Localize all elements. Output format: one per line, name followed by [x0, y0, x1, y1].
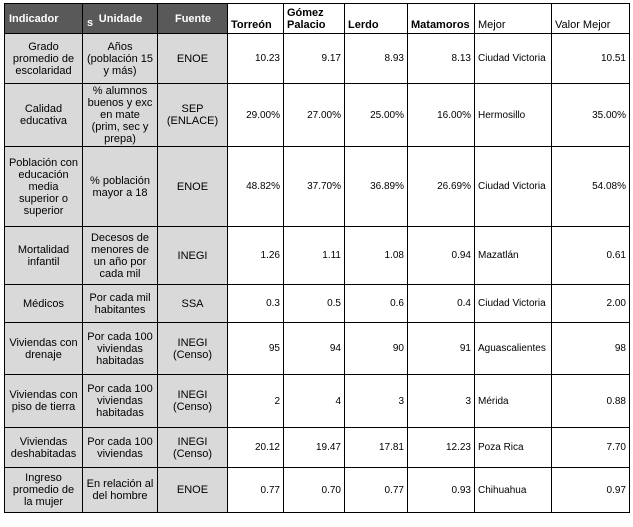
lerdo-cell: 36.89% [345, 147, 408, 227]
gomez-palacio-cell: 1.11 [284, 227, 345, 285]
indicador-cell: Viviendas deshabitadas [5, 428, 83, 468]
table-row [5, 147, 630, 227]
mejor-cell: Ciudad Victoria [475, 285, 552, 323]
fuente-cell: INEGI (Censo) [158, 375, 228, 428]
unidades-cell: % alumnos buenos y exc en mate (prim, sec y prepa) [83, 84, 158, 147]
lerdo-cell: 1.08 [345, 227, 408, 285]
fuente-cell: ENOE [158, 468, 228, 513]
fuente-cell: ENOE [158, 34, 228, 84]
gomez-palacio-cell: 19.47 [284, 428, 345, 468]
valor-mejor-cell: 2.00 [552, 285, 630, 323]
indicador-cell: Población con educación media superior o superior [5, 147, 83, 227]
gomez-palacio-cell: 0.5 [284, 285, 345, 323]
mejor-cell: Ciudad Victoria [475, 34, 552, 84]
table-row [5, 468, 630, 513]
mejor-cell: Ciudad Victoria [475, 147, 552, 227]
torreon-cell: 10.23 [228, 34, 284, 84]
table-row [5, 227, 630, 285]
unidades-cell: % población mayor a 18 [83, 147, 158, 227]
indicador-cell: Calidad educativa [5, 84, 83, 147]
valor-mejor-cell: 0.61 [552, 227, 630, 285]
matamoros-cell: 16.00% [408, 84, 475, 147]
unidades-cell: Por cada 100 viviendas habitadas [83, 323, 158, 375]
unidades-cell: Decesos de menores de un año por cada mil [83, 227, 158, 285]
fuente-cell: SEP (ENLACE) [158, 84, 228, 147]
table-row [5, 428, 630, 468]
header-matamoros: Matamoros [408, 4, 475, 34]
header-indicador: Indicador [5, 4, 83, 34]
matamoros-cell: 26.69% [408, 147, 475, 227]
mejor-cell: Mérida [475, 375, 552, 428]
lerdo-cell: 0.77 [345, 468, 408, 513]
mejor-cell: Chihuahua [475, 468, 552, 513]
valor-mejor-cell: 7.70 [552, 428, 630, 468]
gomez-palacio-cell: 37.70% [284, 147, 345, 227]
mejor-cell: Aguascalientes [475, 323, 552, 375]
indicador-cell: Mortalidad infantil [5, 227, 83, 285]
header-unidades-line1: Unidade [98, 12, 143, 25]
torreon-cell: 95 [228, 323, 284, 375]
matamoros-cell: 0.93 [408, 468, 475, 513]
matamoros-cell: 3 [408, 375, 475, 428]
header-lerdo: Lerdo [345, 4, 408, 34]
valor-mejor-cell: 54.08% [552, 147, 630, 227]
unidades-cell: Por cada 100 viviendas habitadas [83, 375, 158, 428]
torreon-cell: 48.82% [228, 147, 284, 227]
lerdo-cell: 25.00% [345, 84, 408, 147]
lerdo-cell: 90 [345, 323, 408, 375]
header-gomez-palacio: Gómez Palacio [284, 4, 345, 34]
gomez-palacio-cell: 0.70 [284, 468, 345, 513]
lerdo-cell: 17.81 [345, 428, 408, 468]
torreon-cell: 20.12 [228, 428, 284, 468]
indicators-table [4, 3, 630, 513]
mejor-cell: Hermosillo [475, 84, 552, 147]
mejor-cell: Poza Rica [475, 428, 552, 468]
table-row [5, 84, 630, 147]
fuente-cell: ENOE [158, 147, 228, 227]
header-row [5, 4, 630, 34]
gomez-palacio-cell: 27.00% [284, 84, 345, 147]
unidades-cell: Años (población 15 y más) [83, 34, 158, 84]
matamoros-cell: 12.23 [408, 428, 475, 468]
header-fuente: Fuente [158, 4, 228, 34]
matamoros-cell: 0.94 [408, 227, 475, 285]
lerdo-cell: 8.93 [345, 34, 408, 84]
valor-mejor-cell: 0.97 [552, 468, 630, 513]
header-unidades-line2: s [87, 17, 94, 29]
unidades-cell: Por cada mil habitantes [83, 285, 158, 323]
indicador-cell: Viviendas con piso de tierra [5, 375, 83, 428]
indicador-cell: Grado promedio de escolaridad [5, 34, 83, 84]
unidades-cell: Por cada 100 viviendas [83, 428, 158, 468]
header-mejor: Mejor [475, 4, 552, 34]
gomez-palacio-cell: 9.17 [284, 34, 345, 84]
torreon-cell: 1.26 [228, 227, 284, 285]
indicador-cell: Ingreso promedio de la mujer [5, 468, 83, 513]
lerdo-cell: 0.6 [345, 285, 408, 323]
fuente-cell: INEGI (Censo) [158, 428, 228, 468]
indicador-cell: Médicos [5, 285, 83, 323]
torreon-cell: 0.3 [228, 285, 284, 323]
gomez-palacio-cell: 94 [284, 323, 345, 375]
gomez-palacio-cell: 4 [284, 375, 345, 428]
matamoros-cell: 8.13 [408, 34, 475, 84]
fuente-cell: INEGI (Censo) [158, 323, 228, 375]
fuente-cell: INEGI [158, 227, 228, 285]
table-row [5, 34, 630, 84]
valor-mejor-cell: 10.51 [552, 34, 630, 84]
table-row [5, 285, 630, 323]
lerdo-cell: 3 [345, 375, 408, 428]
fuente-cell: SSA [158, 285, 228, 323]
header-torreon: Torreón [228, 4, 284, 34]
valor-mejor-cell: 35.00% [552, 84, 630, 147]
header-valor-mejor: Valor Mejor [552, 4, 630, 34]
mejor-cell: Mazatlán [475, 227, 552, 285]
table-row [5, 375, 630, 428]
header-unidades [83, 4, 158, 34]
torreon-cell: 2 [228, 375, 284, 428]
matamoros-cell: 0.4 [408, 285, 475, 323]
valor-mejor-cell: 98 [552, 323, 630, 375]
torreon-cell: 0.77 [228, 468, 284, 513]
unidades-cell: En relación al del hombre [83, 468, 158, 513]
table-row [5, 323, 630, 375]
valor-mejor-cell: 0.88 [552, 375, 630, 428]
matamoros-cell: 91 [408, 323, 475, 375]
indicador-cell: Viviendas con drenaje [5, 323, 83, 375]
torreon-cell: 29.00% [228, 84, 284, 147]
